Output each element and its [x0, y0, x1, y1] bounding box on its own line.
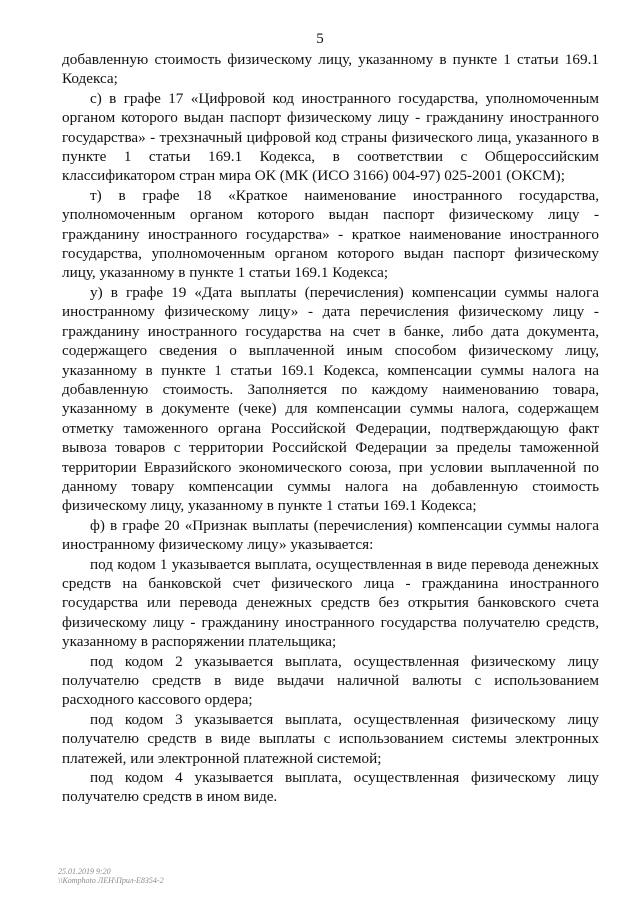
- footer-stamp: [58, 867, 164, 885]
- page-number: 5: [316, 31, 324, 47]
- paragraph-continuation: добавленную стоимость физическому лицу, указанному в пункте 1 статьи 169.1 Кодекса;: [62, 51, 599, 88]
- paragraph-code-3: под кодом 3 указывается выплата, осуществленная физическому лицу получателю средств в виде выплаты с использованием системы электронных платежей, или электронной платежной системой;: [62, 710, 599, 767]
- footer-file-path: \\Komphoto ЛЕН\Прил-E8354-2: [58, 876, 164, 885]
- footer-timestamp: 25.01.2019 9:20: [58, 867, 111, 876]
- paragraph-item-u: у) в графе 19 «Дата выплаты (перечисления) компенсации суммы налога иностранному физическому лицу» - дата перечисления физическому лицу - гражданину иностранного государства на счет в банке, либо дата документа, содержащего сведения о выплаченной иным способом физическому лицу, указанному в пункте 1 статьи 169.1 Кодекса, компенсации суммы налога на добавленную стоимость. Заполняется по каждому наименованию товара, указанному в документе (чеке) для компенсации суммы налога, содержащем отметку таможенного органа Российской Федерации, подтверждающую факт вывоза товаров с территории Российской Федерации за пределы таможенной территории Евразийского экономического союза, при условии выплаченной по данному товару компенсации суммы налога на добавленную стоимость физическому лицу, указанному в пункте 1 статьи 169.1 Кодекса;: [62, 283, 599, 515]
- paragraph-code-1: под кодом 1 указывается выплата, осуществленная в виде перевода денежных средств на банковской счет физического лица - гражданина иностранного государства или перевода денежных средств без открытия банковского счета физическому лицу - гражданину иностранного государства получателю средств, указанному в распоряжении плательщика;: [62, 555, 599, 651]
- document-body: [62, 50, 599, 807]
- paragraph-item-f: ф) в графе 20 «Признак выплаты (перечисления) компенсации суммы налога иностранному физическому лицу» указывается:: [62, 516, 599, 554]
- paragraph-code-4: под кодом 4 указывается выплата, осуществленная физическому лицу получателю средств в ином виде.: [62, 769, 599, 806]
- paragraph-code-2: под кодом 2 указывается выплата, осуществленная физическому лицу получателю средств в виде выдачи наличной валюты с использованием расходного кассового ордера;: [62, 652, 599, 709]
- paragraph-item-t: т) в графе 18 «Краткое наименование иностранного государства, уполномоченным органом которого выдан паспорт физическому лицу - гражданину иностранного государства» - краткое наименование иностранного государства, уполномоченным органом которого выдан паспорт физическому лицу, указанному в пункте 1 статьи 169.1 Кодекса;: [62, 186, 599, 282]
- paragraph-item-s: с) в графе 17 «Цифровой код иностранного государства, уполномоченным органом которого выдан паспорт физическому лицу - гражданину иностранного государства» - трехзначный цифровой код страны физического лица, указанного в пункте 1 статьи 169.1 Кодекса, в соответствии с Общероссийским классификатором стран мира ОК (МК (ИСО 3166) 004-97) 025-2001 (ОКСМ);: [62, 89, 599, 185]
